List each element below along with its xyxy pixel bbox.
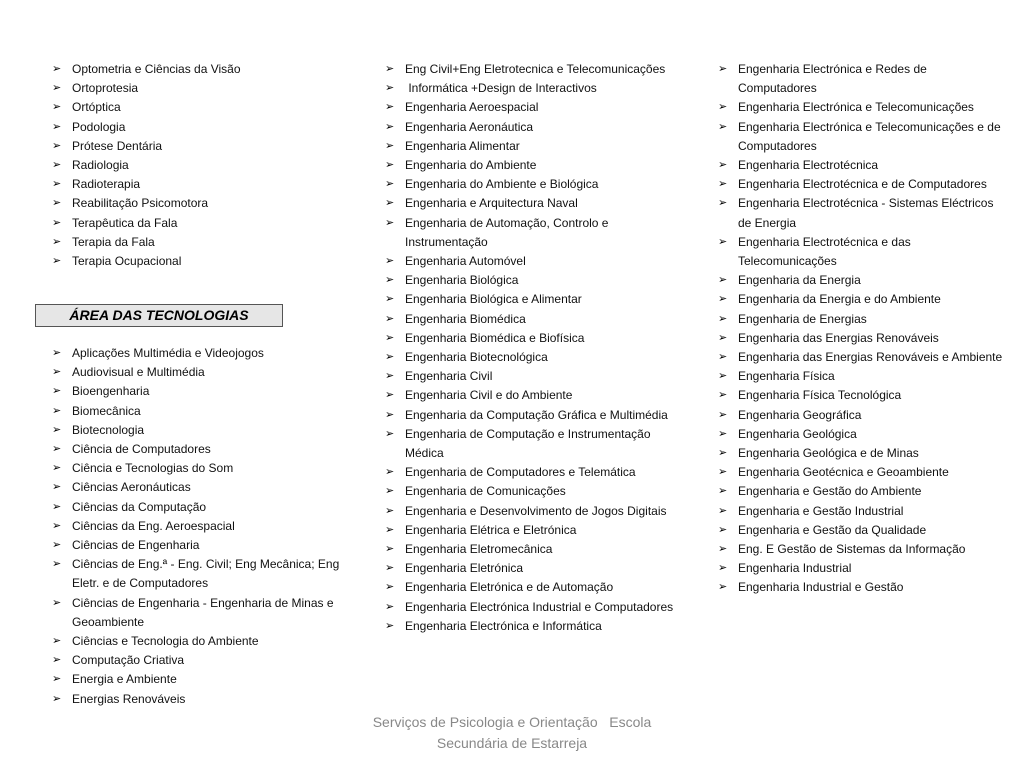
list-item-label: Biomecânica	[72, 403, 141, 418]
list-item	[385, 252, 675, 271]
arrow-bullet-icon: ➢	[52, 63, 62, 75]
arrow-bullet-icon: ➢	[385, 139, 395, 152]
arrow-bullet-icon: ➢	[52, 519, 62, 532]
list-item-label: Engenharia da Energia e do Ambiente	[738, 292, 941, 307]
list-item	[52, 670, 342, 689]
arrow-bullet-icon: ➢	[52, 101, 62, 114]
arrow-bullet-icon: ➢	[385, 197, 395, 210]
column-middle	[385, 60, 675, 636]
list-item	[52, 536, 342, 555]
list-item	[718, 194, 1008, 232]
list-item	[52, 478, 342, 497]
list-item-label: Ciências e Tecnologia do Ambiente	[72, 634, 259, 649]
arrow-bullet-icon: ➢	[52, 423, 62, 436]
list-item	[385, 175, 675, 194]
list-item-label: Ciências de Engenharia	[72, 538, 200, 553]
arrow-bullet-icon: ➢	[52, 216, 62, 229]
list-item	[385, 540, 675, 559]
arrow-bullet-icon: ➢	[385, 178, 395, 191]
list-item	[52, 98, 342, 117]
list-item-label: Engenharia de Energias	[738, 311, 867, 326]
arrow-bullet-icon: ➢	[385, 485, 395, 498]
list-item-label: Engenharia e Arquitectura Naval	[405, 196, 578, 211]
list-item	[52, 233, 342, 252]
list-item	[52, 594, 342, 632]
arrow-bullet-icon: ➢	[52, 159, 62, 172]
list-item	[718, 386, 1008, 405]
arrow-bullet-icon: ➢	[718, 101, 728, 114]
health-courses-list	[52, 60, 342, 271]
arrow-bullet-icon: ➢	[385, 562, 395, 575]
list-item	[718, 233, 1008, 271]
list-item-label: Engenharia de Computadores e Telemática	[405, 465, 636, 480]
list-item-label: Engenharia Alimentar	[405, 138, 520, 153]
list-item	[385, 118, 675, 137]
arrow-bullet-icon: ➢	[718, 389, 728, 402]
arrow-bullet-icon: ➢	[385, 427, 395, 440]
list-item	[385, 367, 675, 386]
list-item-label: Energias Renováveis	[72, 691, 186, 706]
list-item	[385, 137, 675, 156]
tech-courses-list-3	[718, 60, 1008, 598]
list-item-label: Engenharia Geológica e de Minas	[738, 446, 919, 461]
list-item-label: Engenharia da Computação Gráfica e Multimédia	[405, 407, 668, 422]
list-item	[385, 194, 675, 213]
arrow-bullet-icon: ➢	[718, 274, 728, 287]
arrow-bullet-icon: ➢	[52, 178, 62, 191]
arrow-bullet-icon: ➢	[52, 120, 62, 133]
arrow-bullet-icon: ➢	[385, 370, 395, 383]
list-item	[718, 348, 1008, 367]
arrow-bullet-icon: ➢	[718, 159, 728, 172]
list-item-label: Engenharia Electrónica e Informática	[405, 618, 602, 633]
list-item	[52, 252, 342, 271]
list-item	[385, 598, 675, 617]
list-item	[52, 498, 342, 517]
list-item-label: Engenharia Biológica e Alimentar	[405, 292, 582, 307]
arrow-bullet-icon: ➢	[52, 558, 62, 571]
list-item	[52, 156, 342, 175]
arrow-bullet-icon: ➢	[718, 120, 728, 133]
list-item-label: Prótese Dentária	[72, 138, 163, 153]
arrow-bullet-icon: ➢	[385, 581, 395, 594]
arrow-bullet-icon: ➢	[385, 82, 395, 95]
list-item-label: Engenharia Electrotécnica e de Computadores	[738, 177, 987, 192]
arrow-bullet-icon: ➢	[718, 466, 728, 479]
list-item-label: Ciências de Engenharia - Engenharia de Minas e Geoambiente	[72, 595, 337, 629]
list-item	[52, 382, 342, 401]
list-item-label: Radiologia	[72, 158, 129, 173]
list-item	[718, 290, 1008, 309]
list-item	[385, 521, 675, 540]
list-item	[718, 578, 1008, 597]
list-item-label: Computação Criativa	[72, 653, 185, 668]
arrow-bullet-icon: ➢	[718, 523, 728, 536]
list-item-label: Terapia da Fala	[72, 234, 155, 249]
list-item	[52, 421, 342, 440]
list-item	[385, 271, 675, 290]
list-item	[718, 175, 1008, 194]
list-item	[385, 502, 675, 521]
list-item	[52, 440, 342, 459]
arrow-bullet-icon: ➢	[718, 293, 728, 306]
list-item-label: Engenharia de Comunicações	[405, 484, 566, 499]
arrow-bullet-icon: ➢	[718, 504, 728, 517]
list-item-label: Engenharia Automóvel	[405, 254, 526, 269]
list-item	[385, 386, 675, 405]
list-item-label: Engenharia Geológica	[738, 426, 857, 441]
arrow-bullet-icon: ➢	[718, 312, 728, 325]
list-item	[52, 118, 342, 137]
list-item	[385, 463, 675, 482]
list-item-label: Engenharia e Desenvolvimento de Jogos Digitais	[405, 503, 667, 518]
arrow-bullet-icon: ➢	[52, 481, 62, 494]
list-item-label: Engenharia Eletrónica e de Automação	[405, 580, 614, 595]
list-item	[718, 271, 1008, 290]
list-item-label: Engenharia das Energias Renováveis e Ambiente	[738, 350, 1003, 365]
arrow-bullet-icon: ➢	[52, 539, 62, 552]
list-item	[718, 329, 1008, 348]
footer	[0, 712, 1024, 754]
column-left-tech	[52, 344, 342, 709]
list-item-label: Engenharia de Automação, Controlo e Instrumentação	[405, 215, 612, 249]
arrow-bullet-icon: ➢	[385, 63, 395, 75]
section-heading-technologies: ÁREA DAS TECNOLOGIAS	[35, 304, 283, 327]
arrow-bullet-icon: ➢	[385, 466, 395, 479]
list-item	[718, 463, 1008, 482]
list-item	[385, 578, 675, 597]
list-item	[52, 214, 342, 233]
footer-line-2: Secundária de Estarreja	[436, 735, 588, 751]
list-item-label: Ciência de Computadores	[72, 442, 211, 457]
list-item	[385, 406, 675, 425]
list-item	[52, 459, 342, 478]
list-item-label: Engenharia Biomédica	[405, 311, 526, 326]
arrow-bullet-icon: ➢	[718, 331, 728, 344]
list-item	[52, 632, 342, 651]
arrow-bullet-icon: ➢	[718, 543, 728, 556]
list-item-label: Engenharia Aeronáutica	[405, 119, 534, 134]
list-item-label: Optometria e Ciências da Visão	[72, 62, 241, 76]
arrow-bullet-icon: ➢	[718, 427, 728, 440]
arrow-bullet-icon: ➢	[385, 255, 395, 268]
arrow-bullet-icon: ➢	[52, 404, 62, 417]
list-item-label: Terapia Ocupacional	[72, 254, 182, 269]
arrow-bullet-icon: ➢	[385, 504, 395, 517]
list-item-label: Engenharia Física Tecnológica	[738, 388, 902, 403]
list-item-label: Engenharia Aeroespacial	[405, 100, 539, 115]
arrow-bullet-icon: ➢	[52, 673, 62, 686]
arrow-bullet-icon: ➢	[385, 120, 395, 133]
list-item	[718, 60, 1008, 98]
column-right	[718, 60, 1008, 598]
arrow-bullet-icon: ➢	[52, 139, 62, 152]
arrow-bullet-icon: ➢	[385, 543, 395, 556]
list-item	[718, 559, 1008, 578]
list-item	[718, 502, 1008, 521]
arrow-bullet-icon: ➢	[385, 331, 395, 344]
arrow-bullet-icon: ➢	[718, 370, 728, 383]
arrow-bullet-icon: ➢	[52, 197, 62, 210]
list-item	[385, 290, 675, 309]
arrow-bullet-icon: ➢	[718, 562, 728, 575]
list-item-label: Terapêutica da Fala	[72, 215, 178, 230]
list-item-label: Biotecnologia	[72, 422, 145, 437]
arrow-bullet-icon: ➢	[52, 654, 62, 667]
arrow-bullet-icon: ➢	[718, 408, 728, 421]
list-item	[718, 98, 1008, 117]
list-item-label: Engenharia do Ambiente e Biológica	[405, 177, 599, 192]
list-item-label: Engenharia Industrial	[738, 561, 852, 576]
list-item	[385, 214, 675, 252]
footer-line-1: Serviços de Psicologia e Orientação Escola	[372, 714, 652, 730]
arrow-bullet-icon: ➢	[385, 619, 395, 632]
list-item	[385, 617, 675, 636]
tech-courses-list-2	[385, 60, 675, 636]
arrow-bullet-icon: ➢	[52, 500, 62, 513]
list-item	[52, 175, 342, 194]
list-item-label: Engenharia Civil e do Ambiente	[405, 388, 573, 403]
list-item	[718, 521, 1008, 540]
arrow-bullet-icon: ➢	[385, 216, 395, 229]
list-item	[385, 60, 675, 79]
list-item	[385, 79, 675, 98]
list-item-label: Reabilitação Psicomotora	[72, 196, 209, 211]
list-item-label: Engenharia Electrotécnica - Sistemas Eléctricos de Energia	[738, 196, 997, 230]
arrow-bullet-icon: ➢	[385, 351, 395, 364]
list-item	[718, 367, 1008, 386]
list-item	[52, 79, 342, 98]
arrow-bullet-icon: ➢	[385, 101, 395, 114]
list-item-label: Audiovisual e Multimédia	[72, 365, 205, 380]
list-item-label: Engenharia e Gestão da Qualidade	[738, 522, 927, 537]
list-item	[385, 156, 675, 175]
list-item-label: Ciência e Tecnologias do Som	[72, 461, 234, 476]
arrow-bullet-icon: ➢	[718, 581, 728, 594]
list-item-label: Ciências da Computação	[72, 499, 207, 514]
arrow-bullet-icon: ➢	[718, 178, 728, 191]
tech-courses-list-1	[52, 344, 342, 709]
list-item	[718, 444, 1008, 463]
arrow-bullet-icon: ➢	[718, 447, 728, 460]
arrow-bullet-icon: ➢	[52, 692, 62, 705]
list-item-label: Engenharia Electrónica e Telecomunicações	[738, 100, 974, 115]
list-item	[385, 329, 675, 348]
list-item	[52, 402, 342, 421]
list-item	[385, 482, 675, 501]
list-item	[52, 651, 342, 670]
arrow-bullet-icon: ➢	[385, 293, 395, 306]
list-item	[385, 98, 675, 117]
list-item	[52, 517, 342, 536]
list-item	[385, 348, 675, 367]
list-item-label: Ciências Aeronáuticas	[72, 480, 191, 495]
list-item	[385, 425, 675, 463]
list-item-label: Radioterapia	[72, 177, 141, 192]
list-item	[385, 310, 675, 329]
arrow-bullet-icon: ➢	[385, 159, 395, 172]
list-item	[718, 310, 1008, 329]
arrow-bullet-icon: ➢	[385, 312, 395, 325]
arrow-bullet-icon: ➢	[385, 600, 395, 613]
list-item-label: Engenharia da Energia	[738, 273, 861, 288]
list-item-label: Engenharia Geotécnica e Geoambiente	[738, 465, 949, 480]
list-item-label: Ciências de Eng.ª - Eng. Civil; Eng Mecânica; Eng Eletr. e de Computadores	[72, 557, 343, 591]
list-item-label: Engenharia Eletrónica	[405, 561, 524, 576]
list-item-label: Ortóptica	[72, 100, 121, 115]
list-item-label: Aplicações Multimédia e Videojogos	[72, 346, 264, 360]
list-item-label: Engenharia de Computação e Instrumentação Médica	[405, 426, 654, 461]
list-item-label: Engenharia Biológica	[405, 273, 519, 288]
list-item	[718, 406, 1008, 425]
list-item	[718, 482, 1008, 501]
arrow-bullet-icon: ➢	[52, 235, 62, 248]
list-item	[52, 555, 342, 593]
arrow-bullet-icon: ➢	[52, 255, 62, 268]
arrow-bullet-icon: ➢	[52, 443, 62, 456]
list-item-label: Engenharia Electrónica Industrial e Computadores	[405, 599, 674, 614]
list-item	[718, 540, 1008, 559]
list-item	[52, 344, 342, 363]
arrow-bullet-icon: ➢	[718, 235, 728, 248]
list-item-label: Bioengenharia	[72, 384, 150, 399]
arrow-bullet-icon: ➢	[718, 485, 728, 498]
arrow-bullet-icon: ➢	[718, 63, 728, 75]
arrow-bullet-icon: ➢	[52, 462, 62, 475]
list-item-label: Engenharia Industrial e Gestão	[738, 580, 904, 595]
list-item-label: Engenharia das Energias Renováveis	[738, 330, 939, 345]
list-item	[52, 363, 342, 382]
list-item	[718, 118, 1008, 156]
arrow-bullet-icon: ➢	[385, 274, 395, 287]
list-item-label: Energia e Ambiente	[72, 672, 177, 687]
list-item-label: Ciências da Eng. Aeroespacial	[72, 518, 235, 533]
list-item-label: Engenharia Elétrica e Eletrónica	[405, 522, 577, 537]
arrow-bullet-icon: ➢	[385, 523, 395, 536]
list-item-label: Engenharia e Gestão do Ambiente	[738, 484, 922, 499]
arrow-bullet-icon: ➢	[385, 389, 395, 402]
arrow-bullet-icon: ➢	[52, 82, 62, 95]
list-item-label: Engenharia Física	[738, 369, 835, 384]
arrow-bullet-icon: ➢	[718, 351, 728, 364]
list-item	[52, 137, 342, 156]
list-item-label: Eng. E Gestão de Sistemas da Informação	[738, 542, 966, 557]
list-item-label: Engenharia e Gestão Industrial	[738, 503, 904, 518]
arrow-bullet-icon: ➢	[52, 596, 62, 609]
arrow-bullet-icon: ➢	[52, 385, 62, 398]
arrow-bullet-icon: ➢	[385, 408, 395, 421]
list-item	[52, 60, 342, 79]
list-item-label: Eng Civil+Eng Eletrotecnica e Telecomunicações	[405, 62, 666, 76]
arrow-bullet-icon: ➢	[52, 635, 62, 648]
list-item-label: Informática +Design de Interactivos	[405, 81, 597, 96]
arrow-bullet-icon: ➢	[718, 197, 728, 210]
list-item	[385, 559, 675, 578]
arrow-bullet-icon: ➢	[52, 347, 62, 359]
list-item	[718, 156, 1008, 175]
list-item-label: Engenharia Biotecnológica	[405, 350, 548, 365]
list-item	[52, 194, 342, 213]
arrow-bullet-icon: ➢	[52, 366, 62, 379]
list-item-label: Engenharia Civil	[405, 369, 493, 384]
list-item-label: Engenharia Biomédica e Biofísica	[405, 330, 585, 345]
list-item-label: Engenharia Electrotécnica e das Telecomunicações	[738, 234, 914, 269]
list-item	[52, 690, 342, 709]
list-item-label: Engenharia Geográfica	[738, 407, 862, 422]
list-item-label: Engenharia Electrónica e Telecomunicações e de Computadores	[738, 119, 1004, 153]
list-item-label: Engenharia Electrotécnica	[738, 158, 879, 173]
list-item-label: Podologia	[72, 119, 126, 134]
list-item-label: Engenharia Eletromecânica	[405, 542, 553, 557]
list-item-label: Engenharia Electrónica e Redes de Computadores	[738, 62, 931, 96]
list-item-label: Engenharia do Ambiente	[405, 158, 537, 173]
list-item-label: Ortoprotesia	[72, 81, 139, 96]
list-item	[718, 425, 1008, 444]
column-left	[52, 60, 342, 271]
